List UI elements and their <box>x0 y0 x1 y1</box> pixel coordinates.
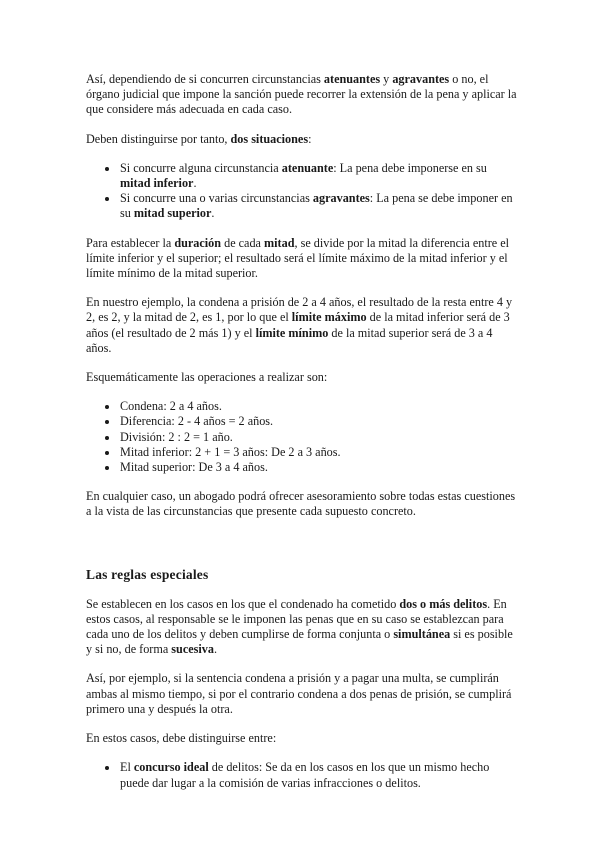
text: . <box>213 642 217 657</box>
bold-term: atenuante <box>281 160 334 175</box>
section-heading: Las reglas especiales <box>86 566 209 582</box>
operations-list <box>86 399 518 475</box>
paragraph-dos-situaciones <box>86 132 518 147</box>
text: . En estos casos, al responsable se le imponen las penas que en su caso se establezcan para cada uno de los delitos y deben cumplirse de forma conjunta o <box>86 596 507 642</box>
paragraph-esquematicamente: Esquemáticamente las operaciones a realizar son: <box>86 370 328 385</box>
bold-term: simultánea <box>393 627 451 642</box>
bold-term: agravantes <box>392 72 450 86</box>
bold-term: mitad <box>264 235 295 250</box>
list-item <box>120 760 518 790</box>
text: de cada <box>221 235 265 250</box>
paragraph-dos-o-mas-delitos <box>86 597 518 658</box>
bold-term: mitad inferior <box>120 176 194 191</box>
document-body <box>86 72 518 805</box>
list-item: Mitad inferior: 2 + 1 = 3 años: De 2 a 3 años. <box>120 445 518 460</box>
paragraph-abogado: En cualquier caso, un abogado podrá ofrecer asesoramiento sobre todas estas cuestiones a la vista de las circunstancias que presente cada supuesto concreto. <box>86 489 516 519</box>
text: Para establecer la <box>86 235 175 250</box>
text: : La pena se debe imponer en su <box>120 191 513 221</box>
bold-term: límite máximo <box>291 310 367 325</box>
bold-term: agravantes <box>312 191 370 206</box>
list-item <box>120 161 518 191</box>
text: Si concurre alguna circunstancia <box>120 160 282 175</box>
list-item <box>120 191 518 221</box>
text: El <box>120 760 134 775</box>
bold-term: duración <box>174 235 222 250</box>
text: de delitos: Se da en los casos en los que un mismo hecho puede dar lugar a la comisión de varias infracciones o delitos. <box>120 760 490 790</box>
bold-term: dos o más delitos <box>399 596 488 611</box>
text: o no, el órgano judicial que impone la sanción puede recorrer la extensión de la pena y aplicar la que considere más adecuada en cada caso. <box>86 72 517 117</box>
text: Se establecen en los casos en los que el condenado ha cometido <box>86 596 400 611</box>
list-item: División: 2 : 2 = 1 año. <box>120 430 518 445</box>
text: de la mitad superior será de 3 a 4 años. <box>86 325 493 355</box>
bold-term: concurso ideal <box>133 760 209 775</box>
concurso-list <box>86 760 518 790</box>
text: y <box>380 72 393 86</box>
bold-term: límite mínimo <box>255 325 329 340</box>
paragraph-distinguirse: En estos casos, debe distinguirse entre: <box>86 731 277 746</box>
paragraph-ejemplo <box>86 295 518 356</box>
list-item: Condena: 2 a 4 años. <box>120 399 518 414</box>
paragraph-atenuantes-agravantes <box>86 72 518 118</box>
bold-term: atenuantes <box>323 72 381 86</box>
text: . <box>193 176 197 191</box>
list-item: Diferencia: 2 - 4 años = 2 años. <box>120 414 518 429</box>
text: Así, dependiendo de si concurren circunstancias <box>86 72 324 86</box>
paragraph-ejemplo-multa: Así, por ejemplo, si la sentencia condena a prisión y a pagar una multa, se cumplirán ambas al mismo tiempo, si por el contrario condena a dos penas de prisión, se cumplirá primero una y después la otra. <box>86 671 512 716</box>
text: de la mitad inferior será de 3 años (el resultado de 2 más 1) y el <box>86 310 510 340</box>
text: Si concurre una o varias circunstancias <box>120 191 313 206</box>
text: , se divide por la mitad la diferencia entre el límite inferior y el superior; el resultado será el límite máximo de la mitad inferior y el límite mínimo de la mitad superior. <box>86 235 510 281</box>
list-item: Mitad superior: De 3 a 4 años. <box>120 460 518 475</box>
text: : La pena debe imponerse en su <box>333 160 487 175</box>
text: . <box>211 206 215 221</box>
bold-term: dos situaciones <box>230 131 309 146</box>
text: si es posible y si no, de forma <box>86 627 513 657</box>
text: En nuestro ejemplo, la condena a prisión de 2 a 4 años, el resultado de la resta entre 4 y 2, es 2, y la mitad de 2, es 1, por lo que el <box>86 295 513 325</box>
situations-list <box>86 161 518 222</box>
text: : <box>308 131 312 146</box>
bold-term: sucesiva <box>171 642 214 657</box>
paragraph-duracion-mitad <box>86 236 518 282</box>
text: Deben distinguirse por tanto, <box>86 131 231 146</box>
bold-term: mitad superior <box>133 206 212 221</box>
